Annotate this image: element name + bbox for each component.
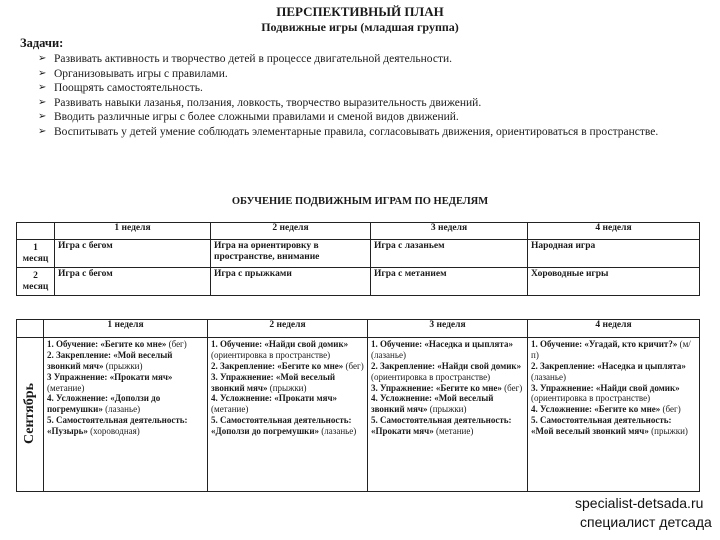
week-header: 3 неделя [371, 223, 528, 240]
week-plan-cell: 1. Обучение: «Найди свой домик» (ориентировка в пространстве) 2. Закрепление: «Бегите ко мне» (бег) 3. Упражнение: «Мой веселый звонкий мяч» (прыжки) 4. Усложнение: «Прокати мяч» (метание) 5. Самостоятельная деятельность: «Доползи до погремушки» (лазанье) [208, 338, 368, 492]
week-header: 1 неделя [55, 223, 211, 240]
september-plan-table [16, 319, 700, 492]
table-row [17, 338, 700, 492]
table-row [17, 240, 700, 268]
task-text: Воспитывать у детей умение соблюдать элементарные правила, согласовывать движения, ориентироваться в пространстве. [54, 125, 659, 138]
game-cell: Игра на ориентировку в пространстве, внимание [211, 240, 371, 268]
game-cell: Народная игра [528, 240, 700, 268]
task-item [38, 110, 700, 125]
task-item [38, 52, 700, 67]
task-item [38, 67, 700, 82]
arrow-bullet-icon: ➢ [38, 125, 47, 137]
task-text: Развивать навыки лазанья, ползания, ловкость, творчество выразительность движений. [54, 96, 482, 109]
arrow-bullet-icon: ➢ [38, 111, 47, 122]
empty-corner-cell [17, 320, 44, 338]
week-header: 4 неделя [528, 320, 700, 338]
arrow-bullet-icon: ➢ [38, 67, 47, 79]
week-header: 2 неделя [211, 223, 371, 240]
game-cell: Игра с прыжками [211, 268, 371, 296]
game-cell: Хороводные игры [528, 268, 700, 296]
task-text: Развивать активность и творчество детей в процессе двигательной деятельности. [54, 53, 453, 65]
month-cell [17, 338, 44, 492]
task-text: Поощрять самостоятельность. [54, 82, 203, 94]
tasks-label: Задачи: [20, 36, 64, 50]
task-item [38, 96, 700, 111]
task-item [38, 125, 700, 140]
page-subtitle: Подвижные игры (младшая группа) [261, 20, 459, 34]
arrow-bullet-icon: ➢ [38, 96, 47, 108]
table-header-row [17, 223, 700, 240]
arrow-bullet-icon: ➢ [38, 82, 47, 93]
week-header: 2 неделя [208, 320, 368, 338]
table-row [17, 268, 700, 296]
task-item [38, 81, 700, 96]
arrow-bullet-icon: ➢ [38, 53, 47, 64]
week-plan-cell: 1. Обучение: «Бегите ко мне» (бег) 2. Закрепление: «Мой веселый звонкий мяч» (прыжки) 3 Упражнение: «Прокати мяч» (метание) 4. Усложнение: «Доползи до погремушки» (лазанье) 5. Самостоятельная деятельность: «Пузырь» (хороводная) [44, 338, 208, 492]
week-header: 4 неделя [528, 223, 700, 240]
week-header: 1 неделя [44, 320, 208, 338]
game-cell: Игра с метанием [371, 268, 528, 296]
game-cell: Игра с бегом [55, 240, 211, 268]
watermark-url: specialist-detsada.ru [575, 495, 704, 511]
game-cell: Игра с лазаньем [371, 240, 528, 268]
week-plan-cell: 1. Обучение: «Наседка и цыплята» (лазанье) 2. Закрепление: «Найди свой домик» (ориентировка в пространстве) 3. Упражнение: «Бегите ко мне» (бег) 4. Усложнение: «Мой веселый звонкий мяч» (прыжки) 5. Самостоятельная деятельность: «Прокати мяч» (метание) [368, 338, 528, 492]
table-header-row [17, 320, 700, 338]
task-text: Организовывать игры с правилами. [54, 67, 228, 80]
tasks-list [38, 52, 700, 139]
week-header: 3 неделя [368, 320, 528, 338]
month-label: Сентябрь [21, 382, 37, 444]
week-plan-cell: 1. Обучение: «Угадай, кто кричит?» (м/п) 2. Закрепление: «Наседка и цыплята» (лазанье) 3. Упражнение: «Найди свой домик» (ориентировка в пространстве) 4. Усложнение: «Бегите ко мне» (бег) 5. Самостоятельная деятельность: «Мой веселый звонкий мяч» (прыжки) [528, 338, 700, 492]
weekly-section-title: ОБУЧЕНИЕ ПОДВИЖНЫМ ИГРАМ ПО НЕДЕЛЯМ [231, 196, 489, 207]
page-title: ПЕРСПЕКТИВНЫЙ ПЛАН [276, 4, 444, 19]
weekly-games-table [16, 222, 700, 296]
month-cell: 1 месяц [17, 240, 55, 268]
month-cell: 2 месяц [17, 268, 55, 296]
task-text: Вводить различные игры с более сложными правилами и сменой видов движений. [54, 111, 459, 123]
empty-corner-cell [17, 223, 55, 240]
watermark-caption: специалист детсада [580, 514, 712, 530]
game-cell: Игра с бегом [55, 268, 211, 296]
